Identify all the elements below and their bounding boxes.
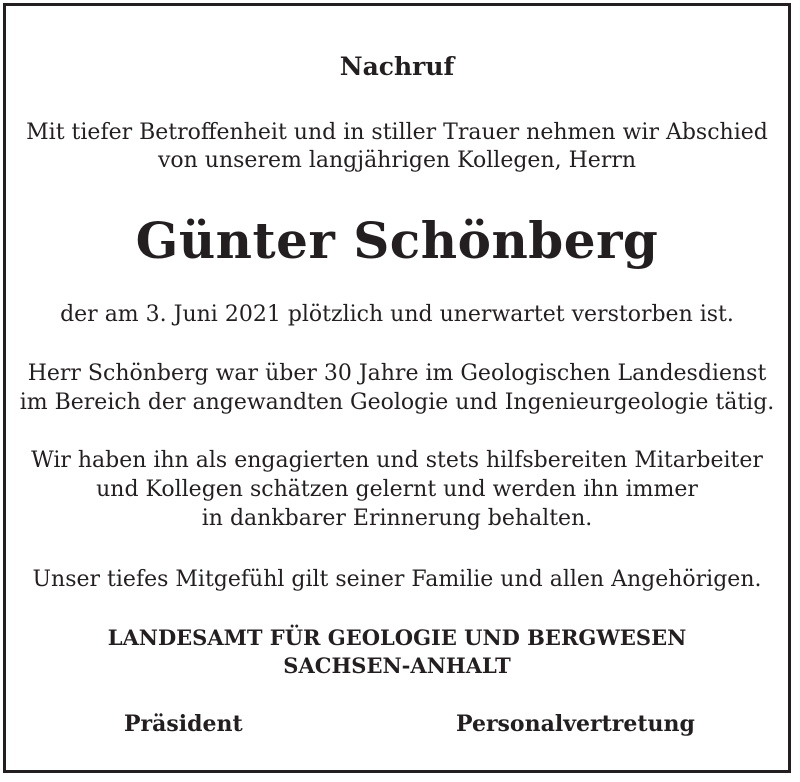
deceased-name: Günter Schönberg bbox=[135, 211, 659, 270]
condolence-statement: Unser tiefes Mitgefühl gilt seiner Familie und allen Angehörigen. bbox=[32, 567, 762, 592]
signature-president: Präsident bbox=[124, 711, 243, 737]
obituary-notice bbox=[3, 3, 791, 773]
notice-heading: Nachruf bbox=[339, 52, 455, 81]
organization-line-1: LANDESAMT FÜR GEOLOGIE UND BERGWESEN bbox=[107, 625, 687, 650]
death-statement: der am 3. Juni 2021 plötzlich und unerwartet verstorben ist. bbox=[60, 302, 734, 327]
intro-line-2: von unserem langjährigen Kollegen, Herrn bbox=[157, 148, 637, 173]
tribute-line-1: Wir haben ihn als engagierten und stets hilfsbereiten Mitarbeiter bbox=[31, 448, 763, 473]
intro-line-1: Mit tiefer Betroffenheit und in stiller Trauer nehmen wir Abschied bbox=[26, 120, 768, 145]
tribute-line-3: in dankbarer Erinnerung behalten. bbox=[201, 506, 593, 531]
career-line-1: Herr Schönberg war über 30 Jahre im Geologischen Landesdienst bbox=[27, 361, 767, 386]
signature-staff-council: Personalvertretung bbox=[456, 711, 695, 737]
career-line-2: im Bereich der angewandten Geologie und Ingenieurgeologie tätig. bbox=[19, 390, 775, 415]
organization-line-2: SACHSEN-ANHALT bbox=[283, 653, 511, 678]
tribute-line-2: und Kollegen schätzen gelernt und werden ihn immer bbox=[96, 477, 698, 502]
